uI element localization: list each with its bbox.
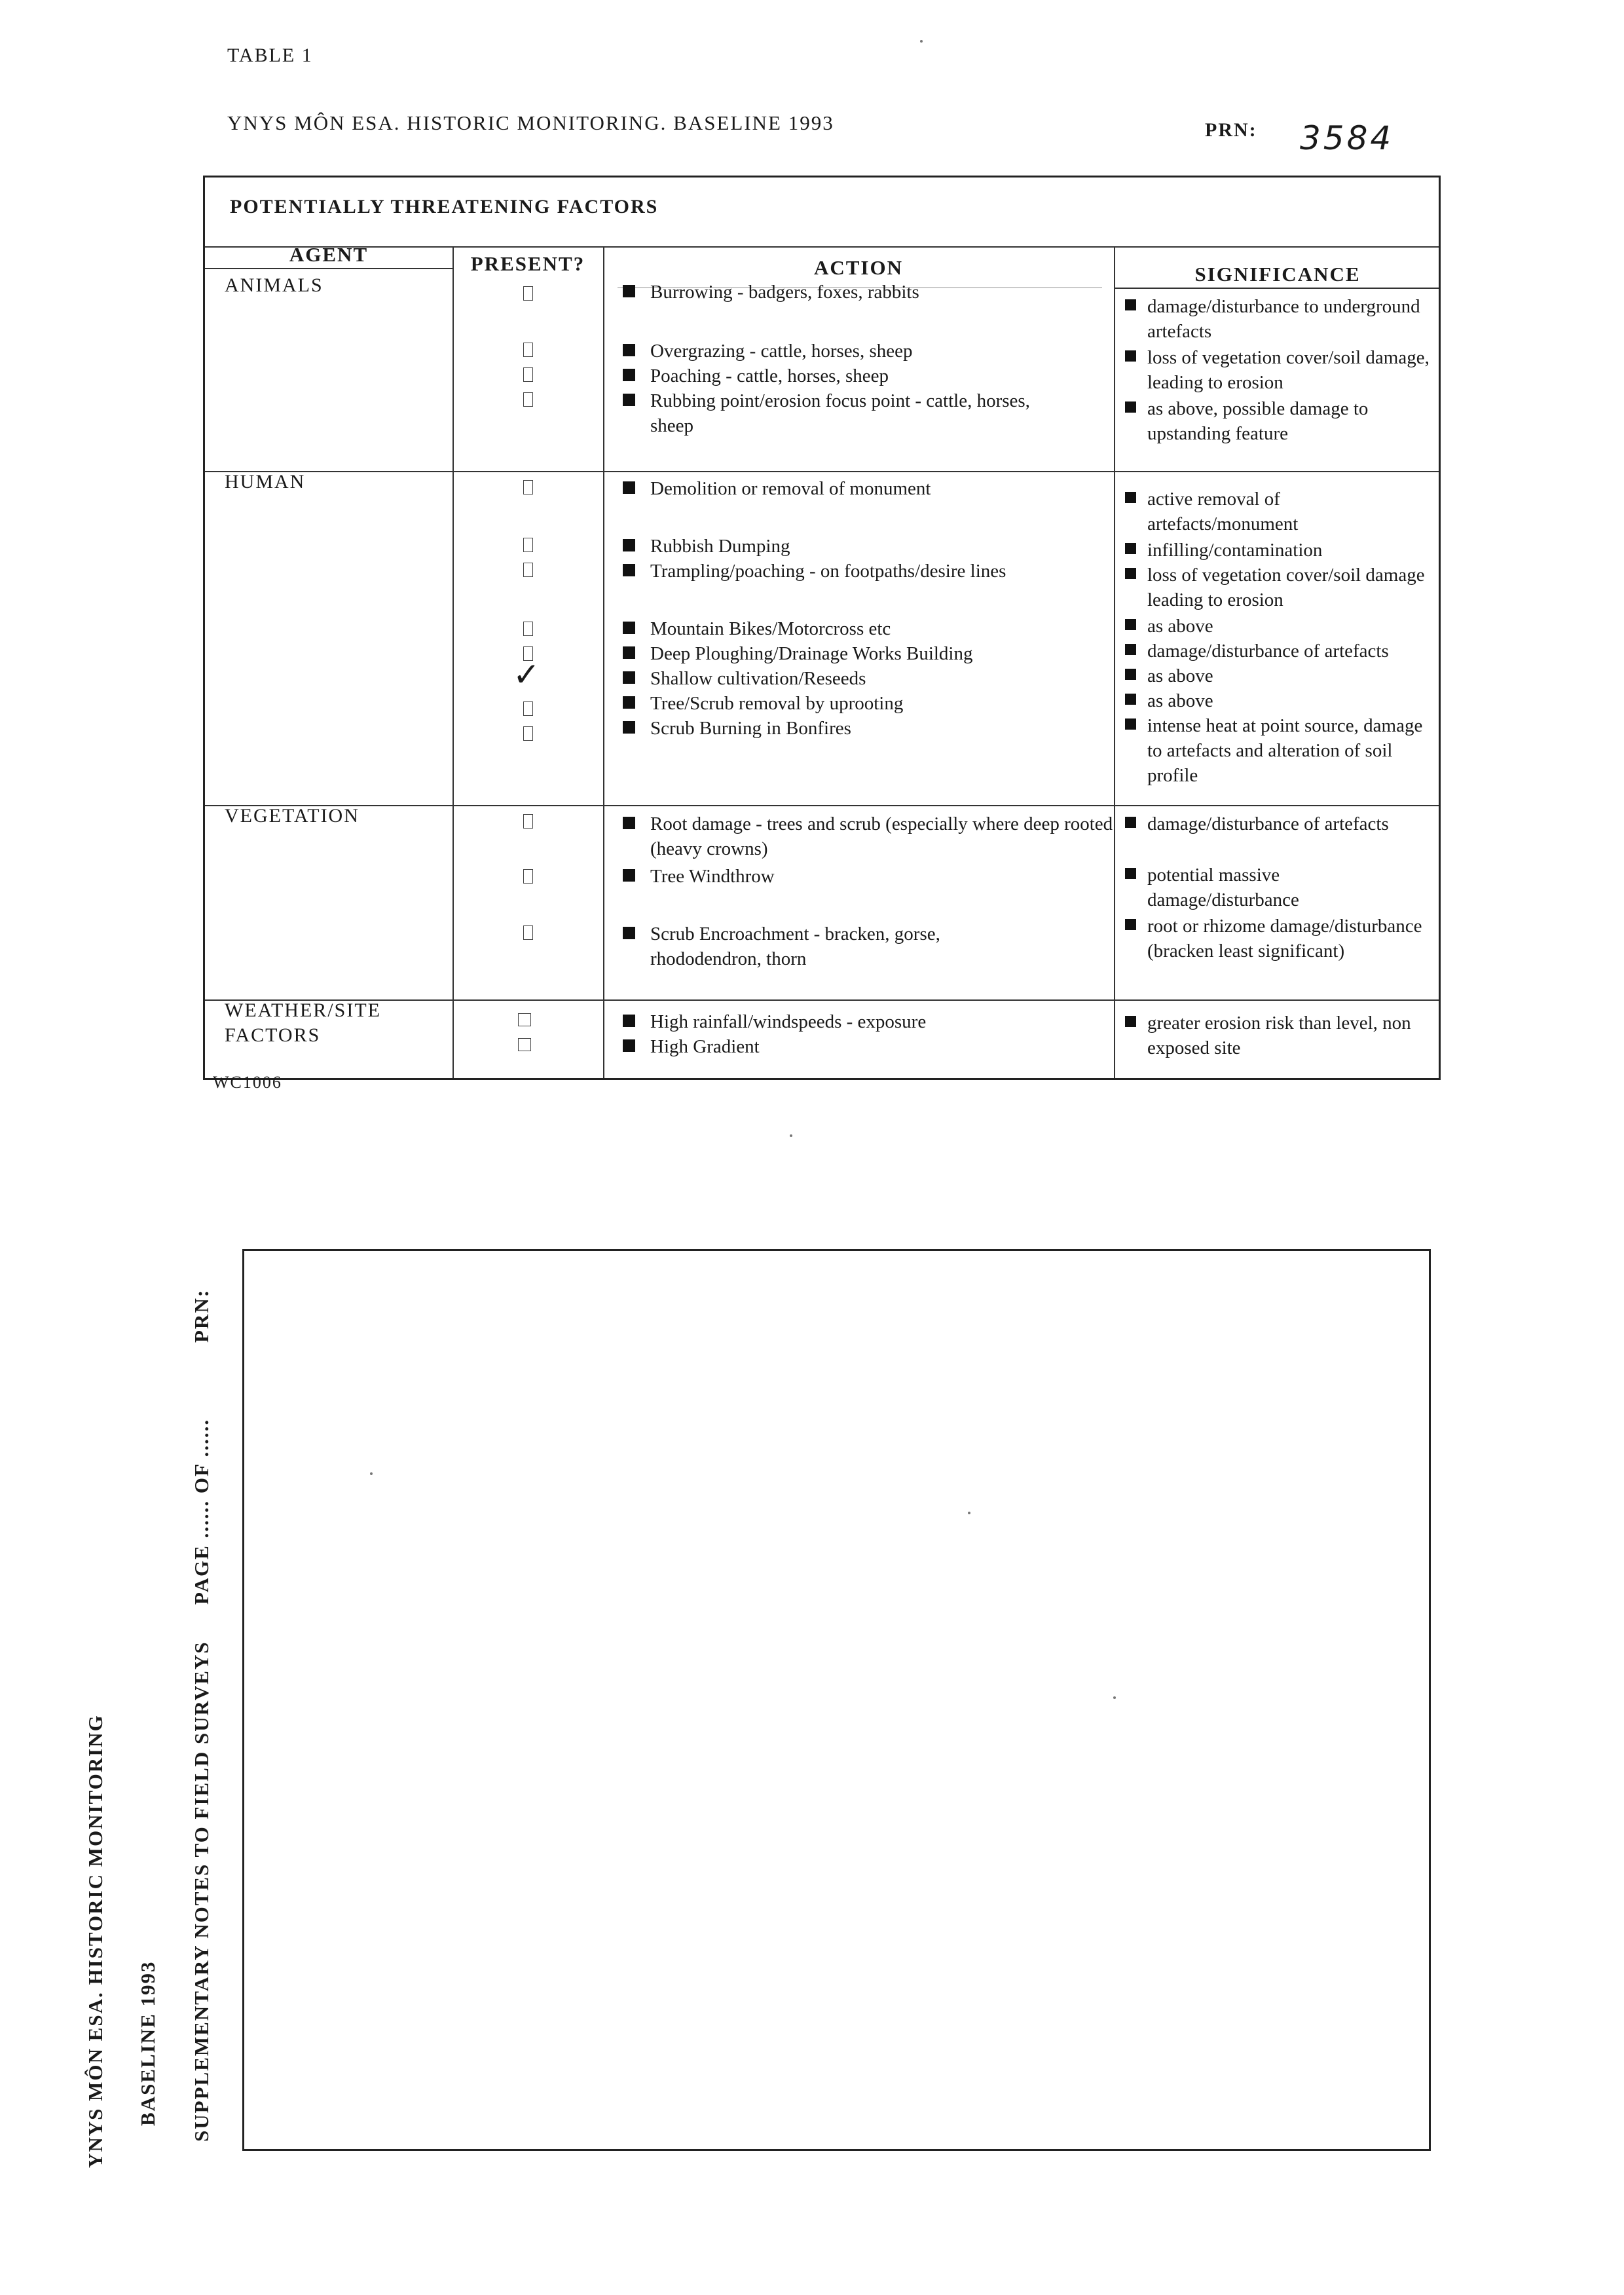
action-item: Rubbish Dumping (623, 534, 1122, 559)
significance-item: loss of vegetation cover/soil damage leading to erosion (1125, 563, 1435, 612)
notes-prn-label: PRN: (190, 1288, 213, 1343)
col-divider-2 (603, 246, 604, 1078)
action-item: High Gradient (623, 1034, 1122, 1059)
action-item: Mountain Bikes/Motorcross etc (623, 616, 1122, 641)
present-checkbox[interactable] (523, 869, 533, 884)
action-item: Root damage - trees and scrub (especially where deep rooted (heavy crowns) (623, 812, 1128, 861)
header-under-rule (205, 268, 452, 269)
present-checkbox[interactable] (523, 726, 533, 741)
significance-item: loss of vegetation cover/soil damage, leading to erosion (1125, 345, 1435, 395)
notes-subtitle: SUPPLEMENTARY NOTES TO FIELD SURVEYS (190, 1641, 213, 2142)
action-item-checked: Shallow cultivation/Reseeds (623, 666, 1122, 691)
action-item: Demolition or removal of monument (623, 476, 1122, 501)
present-checkbox[interactable] (523, 286, 533, 301)
significance-item: as above (1125, 614, 1435, 639)
present-checkbox[interactable] (523, 925, 533, 940)
scan-speck (370, 1472, 373, 1475)
prn-label: PRN: (1205, 119, 1257, 141)
col-header-action: ACTION (813, 256, 903, 279)
sig-header-rule (1114, 288, 1439, 289)
action-item: Deep Ploughing/Drainage Works Building (623, 641, 1122, 666)
significance-item: damage/disturbance of artefacts (1125, 639, 1462, 663)
action-item: Poaching - cattle, horses, sheep (623, 364, 1122, 388)
significance-item: intense heat at point source, damage to artefacts and alteration of soil profile (1125, 713, 1429, 788)
document-code: WC1006 (213, 1073, 282, 1092)
present-checkbox[interactable] (518, 1038, 531, 1051)
present-checkbox[interactable] (523, 367, 533, 382)
agent-vegetation: VEGETATION (225, 805, 360, 827)
agent-animals: ANIMALS (225, 274, 323, 296)
significance-item: active removal of artefacts/monument (1125, 487, 1383, 536)
significance-item: damage/disturbance to underground artefacts (1125, 294, 1422, 344)
action-item: High rainfall/windspeeds - exposure (623, 1009, 1122, 1034)
action-item: Overgrazing - cattle, horses, sheep (623, 339, 1122, 364)
significance-item: infilling/contamination (1125, 538, 1435, 563)
agent-human: HUMAN (225, 471, 306, 493)
col-divider-1 (452, 246, 454, 1078)
significance-item: potential massive damage/disturbance (1125, 863, 1409, 912)
row-rule-1 (205, 471, 1439, 472)
significance-item: as above (1125, 663, 1435, 688)
present-checkbox[interactable] (523, 538, 533, 552)
present-checkbox[interactable] (523, 701, 533, 716)
supplementary-notes-box[interactable] (242, 1249, 1431, 2151)
present-checkbox[interactable] (523, 392, 533, 407)
scan-speck (920, 40, 923, 43)
row-rule-2 (205, 805, 1439, 806)
present-checkbox[interactable] (523, 622, 533, 636)
action-item: Burrowing - badgers, foxes, rabbits (623, 280, 1122, 305)
present-checkbox[interactable] (523, 343, 533, 357)
significance-item: damage/disturbance of artefacts (1125, 812, 1462, 836)
action-item: Tree Windthrow (623, 864, 1122, 889)
significance-item: as above, possible damage to upstanding feature (1125, 396, 1435, 446)
table-title: POTENTIALLY THREATENING FACTORS (230, 196, 659, 217)
page-title: YNYS MÔN ESA. HISTORIC MONITORING. BASELINE 1993 (227, 111, 834, 134)
scan-speck (968, 1512, 970, 1514)
action-item: Trampling/poaching - on footpaths/desire lines (623, 559, 1122, 584)
significance-item: as above (1125, 688, 1435, 713)
threatening-factors-table (203, 176, 1441, 1080)
scan-speck (790, 1134, 792, 1137)
significance-item: root or rhizome damage/disturbance (bracken least significant) (1125, 914, 1435, 963)
col-header-present: PRESENT? (470, 252, 585, 275)
notes-page-counter: PAGE ...... OF ...... (190, 1419, 213, 1605)
present-checkbox[interactable] (523, 814, 533, 829)
table-label: TABLE 1 (227, 45, 313, 66)
action-item: Scrub Burning in Bonfires (623, 716, 1122, 741)
notes-baseline: BASELINE 1993 (136, 1960, 159, 2126)
action-item: Rubbing point/erosion focus point - cattle, horses, sheep (623, 388, 1069, 438)
col-header-agent: AGENT (289, 243, 369, 266)
prn-handwritten-value: 3584 (1300, 119, 1394, 157)
present-checkbox[interactable] (523, 480, 533, 494)
present-checkbox[interactable] (518, 1013, 531, 1026)
action-item: Scrub Encroachment - bracken, gorse, rhododendron, thorn (623, 922, 1043, 971)
present-checkbox[interactable] (523, 563, 533, 577)
checked-present-mark[interactable]: ✓ (513, 656, 540, 694)
agent-weather: WEATHER/SITE FACTORS (225, 999, 381, 1046)
notes-title: YNYS MÔN ESA. HISTORIC MONITORING (84, 1714, 107, 2168)
col-header-significance: SIGNIFICANCE (1194, 263, 1361, 286)
action-item: Tree/Scrub removal by uprooting (623, 691, 1122, 716)
scan-speck (1113, 1696, 1116, 1699)
significance-item: greater erosion risk than level, non exposed site (1125, 1011, 1449, 1060)
